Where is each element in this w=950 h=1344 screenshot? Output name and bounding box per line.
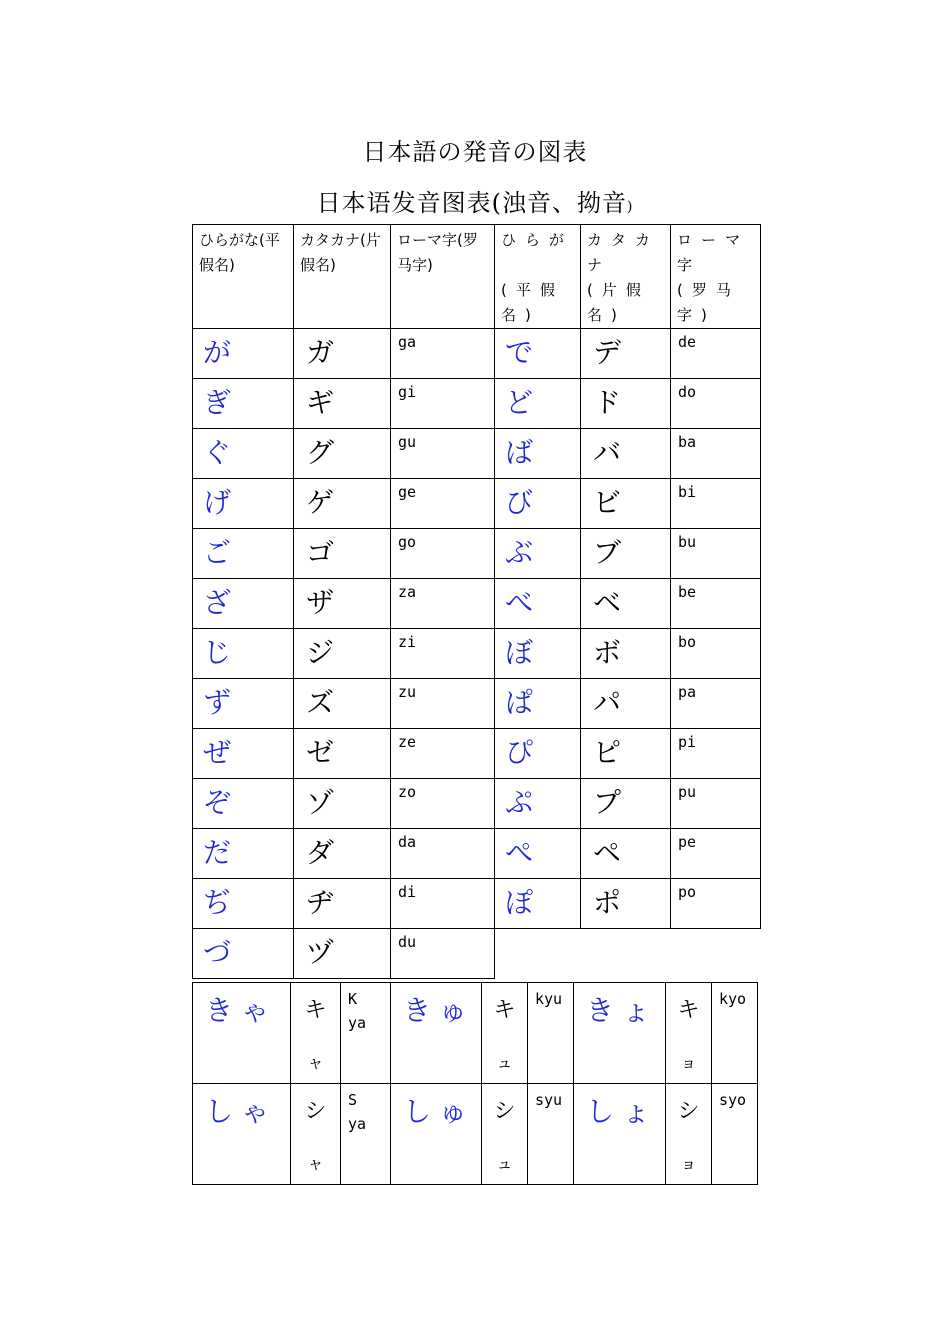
katakana-cell: ゴ	[294, 529, 391, 579]
katakana-cell: ギ	[294, 379, 391, 429]
katakana-cell: バ	[581, 429, 671, 479]
header-katakana-2-top: カタカナ	[587, 231, 660, 274]
romaji-cell: ge	[391, 479, 495, 529]
romaji-text: kyu	[535, 990, 563, 1008]
romaji-text: ya	[348, 1014, 367, 1032]
katakana-cell: ズ	[294, 679, 391, 729]
hiragana-cell: づ	[193, 929, 294, 979]
subtitle-paren: )	[626, 199, 634, 215]
hiragana-cell: しゅ	[391, 1084, 482, 1185]
table-row	[193, 879, 761, 929]
katakana-main: シ	[677, 1099, 700, 1124]
katakana-cell: ポ	[581, 879, 671, 929]
katakana-cell: ベ	[581, 579, 671, 629]
katakana-cell: パ	[581, 679, 671, 729]
romaji-cell: gu	[391, 429, 495, 479]
katakana-cell: プ	[581, 779, 671, 829]
romaji-text: ya	[348, 1115, 367, 1133]
table-row	[193, 679, 761, 729]
romaji-cell: bi	[671, 479, 761, 529]
katakana-cell: ザ	[294, 579, 391, 629]
table-row	[193, 329, 761, 379]
hiragana-cell: ぱ	[495, 679, 581, 729]
romaji-cell	[528, 983, 574, 1084]
hiragana-cell: ば	[495, 429, 581, 479]
table-row	[193, 929, 761, 979]
katakana-cell: グ	[294, 429, 391, 479]
table-row	[193, 1084, 758, 1185]
katakana-main: キ	[493, 998, 516, 1023]
katakana-cell: ヅ	[294, 929, 391, 979]
hiragana-cell: ざ	[193, 579, 294, 629]
katakana-main: キ	[677, 998, 700, 1023]
katakana-main: シ	[493, 1099, 516, 1124]
header-romaji: ローマ字(罗马字)	[391, 225, 495, 329]
romaji-cell	[712, 1084, 758, 1185]
hiragana-cell: きょ	[574, 983, 666, 1084]
page-title: 日本語の発音の図表	[362, 138, 588, 166]
header-romaji-2	[671, 225, 761, 329]
table-row	[193, 529, 761, 579]
hiragana-cell: ぎ	[193, 379, 294, 429]
romaji-cell: ba	[671, 429, 761, 479]
katakana-cell: ゲ	[294, 479, 391, 529]
hiragana-cell: きゅ	[391, 983, 482, 1084]
romaji-cell: po	[671, 879, 761, 929]
table-row	[193, 779, 761, 829]
romaji-text: kyo	[719, 990, 747, 1008]
header-romaji-2-top: ローマ字	[677, 231, 750, 274]
romaji-cell	[528, 1084, 574, 1185]
page-subtitle	[0, 183, 950, 218]
romaji-text: S	[348, 1091, 358, 1109]
romaji-cell: du	[391, 929, 495, 979]
katakana-cell: ダ	[294, 829, 391, 879]
table-row	[193, 479, 761, 529]
katakana-small: ョ	[680, 1053, 697, 1072]
katakana-cell: デ	[581, 329, 671, 379]
katakana-small: ャ	[307, 1154, 324, 1173]
hiragana-cell: ぞ	[193, 779, 294, 829]
romaji-cell: be	[671, 579, 761, 629]
hiragana-cell: が	[193, 329, 294, 379]
header-hiragana-2	[495, 225, 581, 329]
hiragana-cell: じ	[193, 629, 294, 679]
hiragana-cell: べ	[495, 579, 581, 629]
header-katakana-2-bottom: (片假名)	[587, 281, 650, 324]
header-katakana-2	[581, 225, 671, 329]
romaji-cell: zo	[391, 779, 495, 829]
romaji-cell	[712, 983, 758, 1084]
katakana-cell	[291, 983, 341, 1084]
katakana-cell: ブ	[581, 529, 671, 579]
hiragana-cell: だ	[193, 829, 294, 879]
katakana-cell: ガ	[294, 329, 391, 379]
romaji-cell: pa	[671, 679, 761, 729]
hiragana-cell: きゃ	[193, 983, 291, 1084]
hiragana-cell: ぶ	[495, 529, 581, 579]
table-row	[193, 579, 761, 629]
hiragana-cell: しょ	[574, 1084, 666, 1185]
hiragana-cell: ぴ	[495, 729, 581, 779]
katakana-cell: ボ	[581, 629, 671, 679]
romaji-cell: ga	[391, 329, 495, 379]
romaji-cell	[341, 983, 391, 1084]
hiragana-cell: で	[495, 329, 581, 379]
romaji-cell: bu	[671, 529, 761, 579]
hiragana-cell: ず	[193, 679, 294, 729]
table-row	[193, 629, 761, 679]
hiragana-cell: げ	[193, 479, 294, 529]
empty-cell	[495, 929, 761, 979]
youon-table	[192, 982, 758, 1185]
katakana-cell: ゾ	[294, 779, 391, 829]
romaji-text: K	[348, 990, 358, 1008]
header-hiragana-2-top: ひらが	[501, 231, 574, 249]
katakana-cell: ビ	[581, 479, 671, 529]
header-hiragana-2-bottom: (平假名)	[501, 281, 564, 324]
hiragana-cell: ぢ	[193, 879, 294, 929]
katakana-small: ャ	[307, 1053, 324, 1072]
romaji-cell	[341, 1084, 391, 1185]
header-romaji-2-bottom: (罗马字)	[677, 281, 740, 324]
katakana-cell: ド	[581, 379, 671, 429]
katakana-cell	[291, 1084, 341, 1185]
romaji-cell: pu	[671, 779, 761, 829]
romaji-cell: gi	[391, 379, 495, 429]
romaji-text: syu	[535, 1091, 563, 1109]
hiragana-cell: び	[495, 479, 581, 529]
table-row	[193, 429, 761, 479]
hiragana-cell: ぺ	[495, 829, 581, 879]
romaji-cell: di	[391, 879, 495, 929]
hiragana-cell: ぽ	[495, 879, 581, 929]
romaji-cell: zi	[391, 629, 495, 679]
katakana-main: シ	[304, 1099, 327, 1124]
katakana-cell	[666, 983, 712, 1084]
subtitle-text: 日本语发音图表(浊音、拗音	[316, 189, 627, 217]
romaji-cell: ze	[391, 729, 495, 779]
table-row	[193, 729, 761, 779]
romaji-cell: da	[391, 829, 495, 879]
hiragana-cell: ぼ	[495, 629, 581, 679]
romaji-cell: de	[671, 329, 761, 379]
hiragana-cell: しゃ	[193, 1084, 291, 1185]
romaji-cell: pe	[671, 829, 761, 879]
table-row	[193, 379, 761, 429]
header-hiragana: ひらがな(平假名)	[193, 225, 294, 329]
hiragana-cell: ぜ	[193, 729, 294, 779]
romaji-cell: bo	[671, 629, 761, 679]
katakana-small: ョ	[680, 1154, 697, 1173]
katakana-cell: ジ	[294, 629, 391, 679]
romaji-text: syo	[719, 1091, 747, 1109]
romaji-cell: za	[391, 579, 495, 629]
hiragana-cell: ぷ	[495, 779, 581, 829]
dakuon-table	[192, 224, 761, 979]
hiragana-cell: ど	[495, 379, 581, 429]
romaji-cell: pi	[671, 729, 761, 779]
romaji-cell: do	[671, 379, 761, 429]
katakana-small: ュ	[496, 1154, 513, 1173]
katakana-cell: ピ	[581, 729, 671, 779]
romaji-cell: zu	[391, 679, 495, 729]
hiragana-cell: ご	[193, 529, 294, 579]
katakana-main: キ	[304, 998, 327, 1023]
header-katakana: カタカナ(片假名)	[294, 225, 391, 329]
katakana-cell	[482, 983, 528, 1084]
romaji-cell: go	[391, 529, 495, 579]
katakana-small: ュ	[496, 1053, 513, 1072]
table-row	[193, 983, 758, 1084]
katakana-cell: ペ	[581, 829, 671, 879]
table-row	[193, 829, 761, 879]
katakana-cell	[666, 1084, 712, 1185]
katakana-cell: ヂ	[294, 879, 391, 929]
hiragana-cell: ぐ	[193, 429, 294, 479]
katakana-cell	[482, 1084, 528, 1185]
katakana-cell: ゼ	[294, 729, 391, 779]
